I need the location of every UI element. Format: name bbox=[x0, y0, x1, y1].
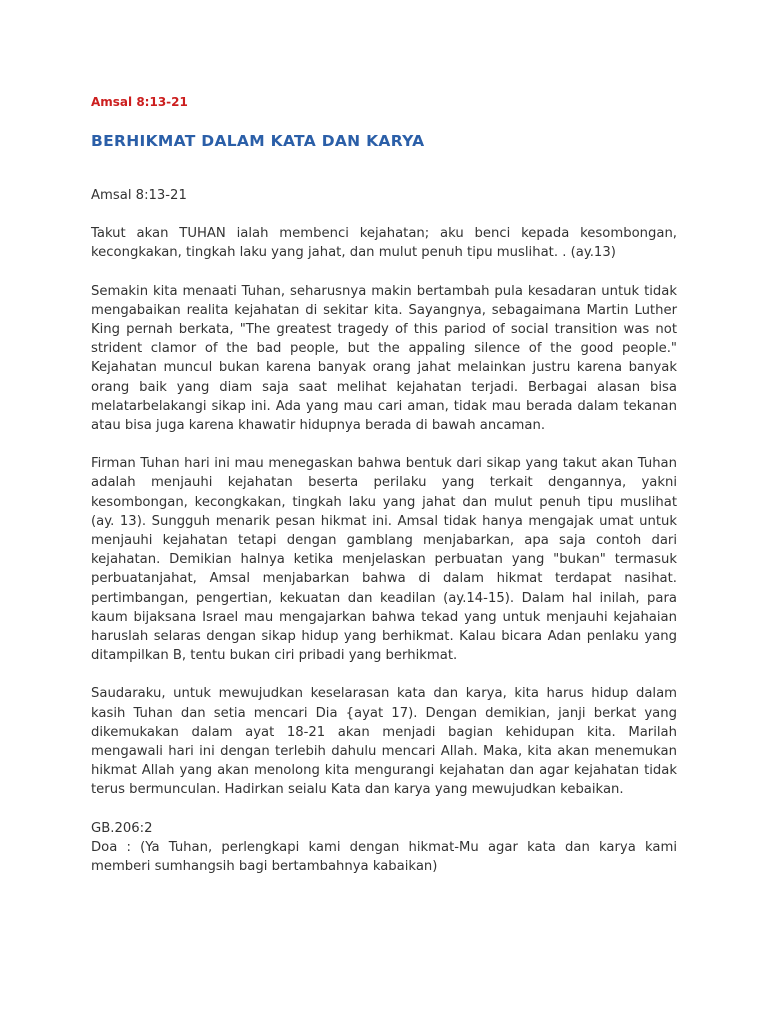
scripture-reference-heading: Amsal 8:13-21 bbox=[91, 95, 188, 109]
paragraph-teaching: Firman Tuhan hari ini mau menegaskan bahwa bentuk dari sikap yang takut akan Tuhan adalah menjauhi kejahatan beserta perilaku yang terkait dengannya, yakni kesombongan, kecongkakan, tingkah laku yang jahat dan mulut penuh tipu muslihat (ay. 13). Sungguh menarik pesan hikmat ini. Amsal tidak hanya mengajak umat untuk menjauhi kejahatan tetapi dengan gamblang menjabarkan, apa saja contoh dari kejahatan. Demikian halnya ketika menjelaskan perbuatan yang "bukan" termasuk perbuatanjahat, Amsal menjabarkan bahwa di dalam hikmat terdapat nasihat. pertimbangan, pengertian, kekuatan dan keadilan (ay.14-15). Dalam hal inilah, para kaum bijaksana Israel mau mengajarkan bahwa tekad yang untuk menjauhi kejahaian haruslah selaras dengan sikap hidup yang berhikmat. Kalau bicara Adan penlaku yang ditampilkan B, tentu bukan ciri pribadi yang berhikmat. bbox=[91, 456, 677, 664]
page-title: BERHIKMAT DALAM KATA DAN KARYA bbox=[91, 132, 425, 150]
prayer: Doa : (Ya Tuhan, perlengkapi kami dengan hikmat-Mu agar kata dan karya kami memberi sumhangsih bagi bertambahnya kabaikan) bbox=[91, 839, 677, 875]
hymn-reference: GB.206:2 bbox=[91, 820, 153, 836]
paragraph-reflection: Semakin kita menaati Tuhan, seharusnya makin bertambah pula kesadaran untuk tidak mengabaikan realita kejahatan di sekitar kita. Sayangnya, sebagaimana Martin Luther King pernah berkata, "The greatest tragedy of this pariod of social transition was not strident clamor of the bad people, but the appaling silence of the good people." Kejahatan muncul bukan karena banyak orang jahat melainkan justru karena banyak orang baik yang diam saja saat melihat kejahatan terjadi. Berbagai alasan bisa melatarbelakangi sikap ini. Ada yang mau cari aman, tidak mau berada dalam tekanan atau bisa juga karena khawatir hidupnya berada di bawah ancaman. bbox=[91, 283, 677, 434]
paragraph-exhortation: Saudaraku, untuk mewujudkan keselarasan kata dan karya, kita harus hidup dalam kasih Tuhan dan setia mencari Dia {ayat 17). Dengan demikian, janji berkat yang dikemukakan dalam ayat 18-21 akan menjadi bagian kehidupan kita. Marilah mengawali hari ini dengan terlebih dahulu mencari Allah. Maka, kita akan menemukan hikmat Allah yang akan menolong kita mengurangi kejahatan dan agar kejahatan tidak terus bermunculan. Hadirkan seialu Kata dan karya yang mewujudkan kebaikan. bbox=[91, 686, 677, 798]
paragraph-verse: Takut akan TUHAN ialah membenci kejahatan; aku benci kepada kesombongan, kecongkakan, tingkah laku yang jahat, dan mulut penuh tipu muslihat. . (ay.13) bbox=[91, 226, 677, 261]
scripture-reference: Amsal 8:13-21 bbox=[91, 188, 187, 203]
